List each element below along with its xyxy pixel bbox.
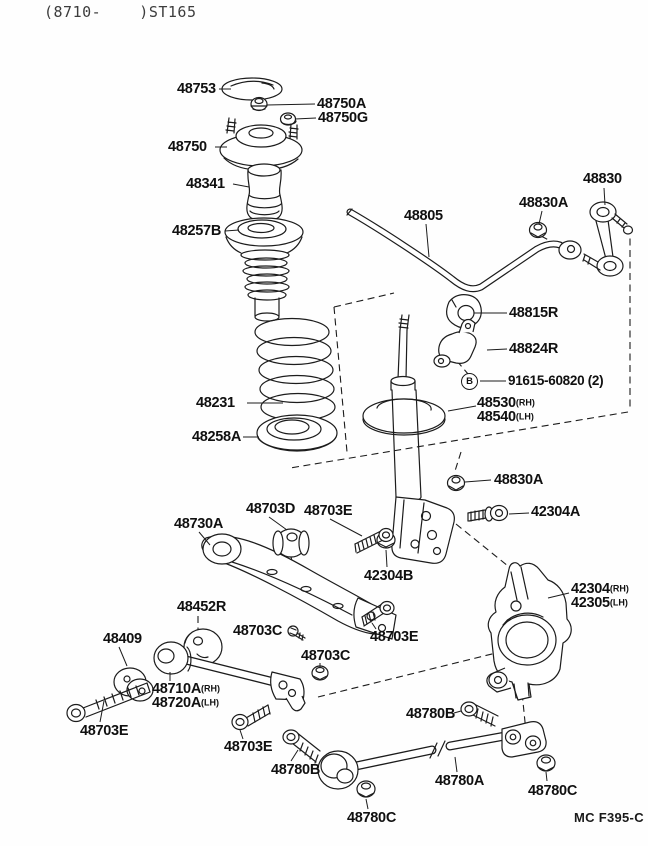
part-number: 42305	[571, 595, 610, 611]
side-suffix: (LH)	[515, 411, 534, 422]
part-48703e-bolt-mid	[232, 705, 270, 730]
part-label-48703e-3: 48703E	[80, 723, 129, 739]
part-label-48780c-2: 48780C	[528, 783, 577, 799]
part-42304-steering-knuckle	[487, 563, 571, 700]
part-48830-stabilizer-link	[583, 202, 633, 276]
part-48703c-bolt-small	[288, 626, 305, 640]
part-label-48703c-2: 48703C	[301, 648, 350, 664]
part-label-48730a: 48730A	[174, 516, 223, 532]
part-label-42304a: 42304A	[531, 504, 580, 520]
part-number: 48710A	[152, 681, 201, 697]
part-label-48824r: 48824R	[509, 341, 558, 357]
part-48703e-bolt-top	[355, 529, 393, 554]
part-label-48703d: 48703D	[246, 501, 295, 517]
part-48830a-nut-mid	[448, 476, 465, 491]
side-suffix: (LH)	[609, 597, 628, 608]
part-label-42304b: 42304B	[364, 568, 413, 584]
part-label-48409: 48409	[103, 631, 142, 647]
part-label-48750a: 48750A	[317, 96, 366, 112]
part-48830a-nut-top	[530, 223, 547, 238]
part-label-48830: 48830	[583, 171, 622, 187]
part-label-48780c-1: 48780C	[347, 810, 396, 826]
part-label-48720a	[152, 696, 219, 711]
part-label-48703e-4: 48703E	[224, 739, 273, 755]
side-suffix: (RH)	[515, 397, 535, 408]
part-48780c-nut-left	[357, 781, 375, 797]
construction-dashed-lines	[198, 227, 630, 732]
part-label-48780a: 48780A	[435, 773, 484, 789]
part-number: 42304	[571, 581, 610, 597]
part-label-48753: 48753	[177, 81, 216, 97]
bolt-callout-b-marker: B	[461, 373, 478, 390]
part-label-42305	[571, 596, 628, 611]
part-48780b-bolt-right	[461, 702, 498, 726]
part-label-48780b-1: 48780B	[271, 762, 320, 778]
part-48780b-bolt-left	[283, 730, 320, 763]
part-48703e-bolt-left	[67, 683, 150, 722]
part-label-48815r: 48815R	[509, 305, 558, 321]
part-42304a-bolt	[468, 506, 508, 522]
part-label-48805: 48805	[404, 208, 443, 224]
side-suffix: (RH)	[201, 683, 220, 694]
side-suffix: (RH)	[609, 583, 629, 594]
part-48703c-nut	[312, 666, 328, 680]
part-label-48830a-2: 48830A	[494, 472, 543, 488]
part-48750a-nut	[251, 98, 267, 111]
part-label-48703e-1: 48703E	[304, 503, 353, 519]
side-suffix: (LH)	[201, 697, 219, 708]
part-label-48703c-1: 48703C	[233, 623, 282, 639]
part-label-48452r: 48452R	[177, 599, 226, 615]
model-code-header: (8710- )ST165	[44, 3, 197, 21]
part-48257b-dust-cover	[225, 218, 303, 321]
part-48780c-nut-right	[537, 755, 555, 771]
drawing-code: MC F395-C	[574, 810, 644, 825]
part-label-48341: 48341	[186, 176, 225, 192]
part-number: 48530	[477, 395, 516, 411]
part-label-48257b: 48257B	[172, 223, 221, 239]
part-48703d-bushing	[273, 529, 309, 557]
part-48750g-nut	[281, 113, 297, 125]
part-label-48830a-1: 48830A	[519, 195, 568, 211]
part-number: 48720A	[152, 695, 201, 711]
part-label-48231: 48231	[196, 395, 235, 411]
part-label-48703e-2: 48703E	[370, 629, 419, 645]
part-label-48540	[477, 410, 534, 425]
part-48341-spring-bumper	[247, 164, 282, 220]
part-label-91615-60820: 91615-60820 (2)	[508, 373, 604, 388]
part-48750-suspension-support	[220, 118, 302, 170]
part-48780a-lateral-rod	[318, 722, 546, 789]
part-label-48750g: 48750G	[318, 110, 368, 126]
part-label-48750: 48750	[168, 139, 207, 155]
part-48231-coil-spring	[255, 319, 335, 421]
part-48258a-spring-lower-seat	[257, 415, 337, 451]
part-label-48258a: 48258A	[192, 429, 241, 445]
part-label-48780b-2: 48780B	[406, 706, 455, 722]
part-48805-stabilizer-bar	[347, 209, 581, 289]
part-48824r-stabilizer-bracket	[434, 320, 476, 368]
part-number: 48540	[477, 409, 516, 425]
